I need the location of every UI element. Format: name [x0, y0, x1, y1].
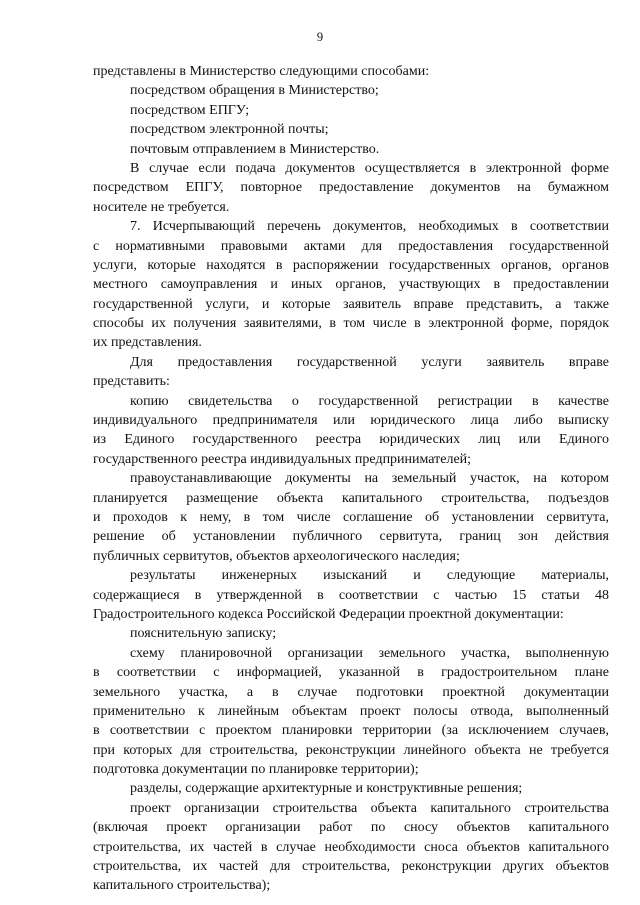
- text-line: услуги, которые находятся в распоряжении государственных органов, органов: [93, 257, 609, 273]
- text-line: В случае если подача документов осуществляется в электронной форме: [130, 160, 609, 176]
- text-line: результаты инженерных изысканий и следующие материалы,: [130, 568, 609, 584]
- text-line: правоустанавливающие документы на земельный участок, на котором: [130, 471, 609, 487]
- text-line: и проходов к нему, в том числе соглашение об установлении сервитута,: [93, 509, 609, 525]
- text-line: решение об установлении публичного сервитута, границ зон действия: [93, 529, 609, 545]
- text-line: государственной услуги, и которые заявитель вправе представить, а также: [93, 296, 609, 312]
- text-line: строительства, их частей в случае необходимости сноса объектов капитального: [93, 839, 609, 855]
- text-line: строительства, их частей для строительства, реконструкции других объектов: [93, 859, 609, 875]
- text-line: из Единого государственного реестра юридических лиц или Единого: [93, 432, 609, 448]
- text-line: проект организации строительства объекта капитального строительства: [130, 800, 609, 816]
- text-line: индивидуального предпринимателя или юридического лица либо выписку: [93, 413, 609, 429]
- text-line: 7. Исчерпывающий перечень документов, необходимых в соответствии: [130, 219, 609, 235]
- text-line: почтовым отправлением в Министерство.: [130, 141, 380, 157]
- text-line: публичных сервитутов, объектов археологического наследия;: [93, 548, 460, 564]
- text-line: применительно к линейным объектам проект полосы отвода, выполненный: [93, 703, 609, 719]
- text-line: пояснительную записку;: [130, 626, 277, 642]
- text-line: земельного участка, а в случае подготовки проектной документации: [93, 684, 609, 700]
- text-line: местного самоуправления и иных органов, участвующих в предоставлении: [93, 277, 609, 293]
- text-line: схему планировочной организации земельного участка, выполненную: [130, 645, 609, 661]
- text-line: способы их получения заявителями, в том числе в электронной форме, порядок: [93, 316, 609, 332]
- text-line: представлены в Министерство следующими способами:: [93, 64, 430, 79]
- text-line: их представления.: [93, 335, 202, 351]
- text-line: с нормативными правовыми актами для предоставления государственной: [93, 238, 609, 254]
- text-line: (включая проект организации работ по сносу объектов капитального: [93, 820, 609, 836]
- text-line: разделы, содержащие архитектурные и конструктивные решения;: [130, 781, 523, 797]
- text-line: посредством ЕПГУ, повторное предоставление документов на бумажном: [93, 180, 609, 196]
- text-line: подготовка документации по планировке территории);: [93, 762, 419, 778]
- text-line: в соответствии с информацией, указанной в градостроительном плане: [93, 665, 609, 681]
- text-line: Градостроительного кодекса Российской Федерации проектной документации:: [93, 606, 564, 622]
- text-line: планируется размещение объекта капитального строительства, подъездов: [93, 490, 609, 506]
- text-line: носителе не требуется.: [93, 199, 230, 215]
- text-line: представить:: [93, 374, 170, 390]
- document-body: [93, 62, 609, 896]
- text-line: при которых для строительства, реконструкции линейного объекта не требуется: [93, 742, 609, 758]
- text-line: Для предоставления государственной услуги заявитель вправе: [130, 354, 609, 370]
- text-line: содержащиеся в утвержденной в соответствии с частью 15 статьи 48: [93, 587, 609, 603]
- text-line: копию свидетельства о государственной регистрации в качестве: [130, 393, 609, 409]
- text-line: капитального строительства);: [93, 878, 271, 894]
- text-line: в соответствии с проектом планировки территории (за исключением случаев,: [93, 723, 609, 739]
- text-line: посредством обращения в Министерство;: [130, 83, 379, 99]
- text-line: государственного реестра индивидуальных предпринимателей;: [93, 451, 472, 467]
- text-line: посредством ЕПГУ;: [130, 102, 250, 118]
- text-line: посредством электронной почты;: [130, 122, 329, 138]
- page-number: 9: [316, 30, 324, 44]
